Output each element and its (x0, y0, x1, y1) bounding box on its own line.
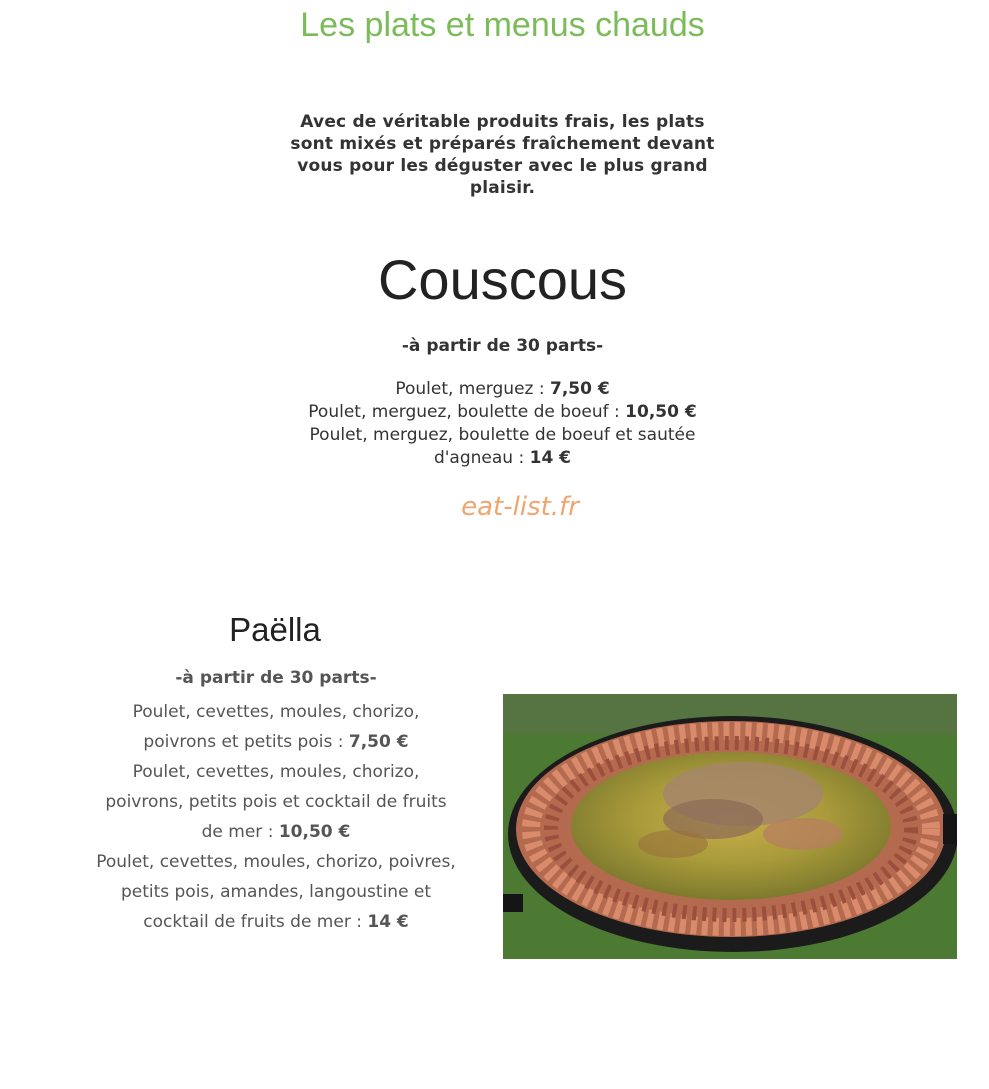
paella-item (105, 762, 446, 842)
paella-title: Paëlla (229, 611, 321, 648)
paella-photo (503, 694, 957, 959)
paella-item-text: Poulet, cevettes, moules, chorizo, poivrons et petits pois : (132, 702, 420, 752)
section-title: Les plats et menus chauds (300, 6, 705, 44)
paella-item (96, 852, 456, 932)
paella-pan-illustration (503, 694, 957, 959)
paella-subtitle: -à partir de 30 parts- (175, 668, 377, 688)
couscous-title: Couscous (377, 248, 628, 311)
couscous-price-list (270, 378, 735, 470)
paella-item-price: 10,50 € (278, 822, 351, 842)
paella-item-price: 14 € (367, 912, 409, 932)
couscous-subtitle: -à partir de 30 parts- (401, 336, 604, 356)
section-intro: Avec de véritable produits frais, les plats sont mixés et préparés fraîchement devant vous pour les déguster avec le plus grand plaisir. (290, 112, 715, 198)
couscous-item (270, 401, 735, 424)
paella-item-price: 7,50 € (348, 732, 409, 752)
couscous-item-text: Poulet, merguez, boulette de boeuf : (308, 402, 626, 422)
couscous-item-price: 7,50 € (549, 379, 610, 399)
watermark: eat-list.fr (461, 492, 579, 522)
couscous-item (270, 424, 735, 470)
paella-item-text: Poulet, cevettes, moules, chorizo, poivrons, petits pois et cocktail de fruits de mer : (105, 762, 447, 842)
couscous-item-text: Poulet, merguez, boulette de boeuf et sautée d'agneau : (309, 425, 696, 468)
paella-price-list (96, 697, 456, 937)
paella-item-text: Poulet, cevettes, moules, chorizo, poivres, petits pois, amandes, langoustine et cocktail de fruits de mer : (96, 852, 456, 932)
couscous-item-text: Poulet, merguez : (395, 379, 550, 399)
couscous-item-price: 10,50 € (625, 402, 697, 422)
couscous-item (270, 378, 735, 401)
paella-item (133, 702, 420, 752)
couscous-item-price: 14 € (529, 448, 572, 468)
